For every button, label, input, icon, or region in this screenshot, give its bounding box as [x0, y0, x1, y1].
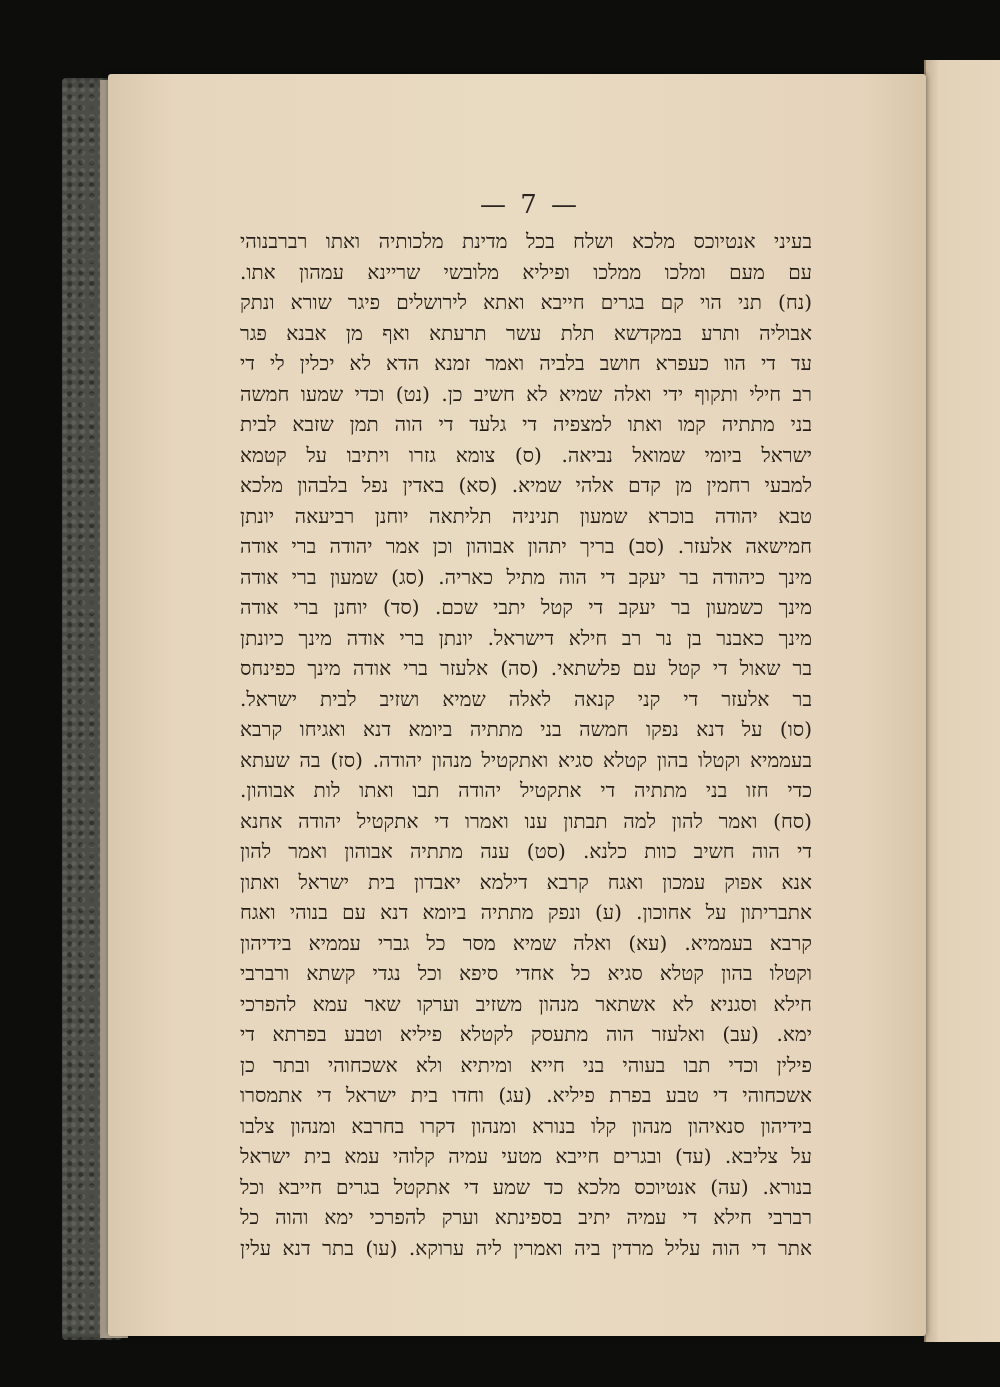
text-line: חילא וסגניא לא אשתאר מנהון משזיב וערקו שאר עמא להפרכי	[240, 991, 812, 1016]
text-line: וקטלו בהון קטלא סגיא כל אחדי סיפא וכל נגדי קשתא ורברבי	[240, 961, 812, 985]
facing-page	[924, 60, 1000, 1342]
text-line: (סח) ואמר להון למה תבתון ענו ואמרו די אתקטיל יהודה אחנא	[240, 808, 812, 833]
text-line: בעממיא וקטלו בהון קטלא סגיא ואתקטיל מנהון יהודה. (סז) בה שעתא	[240, 747, 812, 772]
text-line: טבא יהודה בוכרא שמעון תניניה תליתאה יוחנן רביעאה יונתן	[240, 503, 812, 528]
page-text	[240, 226, 812, 1263]
text-line: למבעי רחמין מן קדם אלהי שמיא. (סא) באדין נפל בלבהון מלכא	[240, 473, 812, 497]
text-line: מינך כיהודה בר יעקב די הוה מתיל כאריה. (סג) שמעון ברי אודה	[240, 564, 812, 589]
text-line: אנא אפוק עמכון ואגח קרבא דילמא יאבדון בית ישראל ואתון	[240, 869, 812, 894]
page-number: — 7 —	[479, 190, 581, 220]
text-line: עם מעם ומלכו ממלכו ופיליא מלובשי שריינא עמהון אתו.	[240, 259, 812, 284]
text-line: פילין וכדי תבו בעוהי בני חייא ומיתיא ולא אשכחוהי ובתר כן	[240, 1052, 812, 1077]
text-line: בנורא. (עה) אנטיוכס מלכא כד שמע די אתקטל בגרים חייבא וכל	[240, 1174, 812, 1199]
text-line: ישראל ביומי שמואל נביאה. (ס) צומא גזרו ויתיבו על קטמא	[240, 442, 812, 467]
text-line: חמישאה אלעזר. (סב) בריך יתהון אבוהון וכן אמר יהודה ברי אודה	[240, 534, 812, 558]
text-line: בר אלעזר די קני קנאה לאלה שמיא ושזיב לבית ישראל.	[240, 686, 812, 711]
text-line: אתר די הוה עליל מרדין ביה ואמרין ליה ערוקא. (עו) בתר דנא עלין	[240, 1235, 812, 1260]
text-line: (סו) על דנא נפקו חמשה בני מתתיה ביומא דנא ואגיחו קרבא	[240, 717, 812, 741]
text-line: אבוליה ותרע במקדשא תלת עשר תרעתא ואף מן אבנא פגר	[240, 320, 812, 345]
text-line: עד די הוו כעפרא חושב בלביה ואמר זמנא הדא לא יכלין לי די	[240, 351, 812, 375]
text-line: מינך כשמעון בר יעקב די קטל יתבי שכם. (סד) יוחנן ברי אודה	[240, 595, 812, 619]
text-line: קרבא בעממיא. (עא) ואלה שמיא מסר כל גברי עממיא בידיהון	[240, 930, 812, 955]
text-line: ימא. (עב) ואלעזר הוה מתעסק לקטלא פיליא וטבע בפרתא די	[240, 1022, 812, 1046]
text-line: מינך כאבנר בן נר רב חילא דישראל. יונתן ברי אודה מינך כיונתן	[240, 625, 812, 650]
text-line: בני מתתיה קמו ואתו למצפיה די גלעד די הוה תמן שזבא לבית	[240, 412, 812, 436]
text-line: אתבריתון על אחוכון. (ע) ונפק מתתיה ביומא דנא עם בנוהי ואגח	[240, 900, 812, 924]
text-line: רב חילי ותקוף ידי ואלה שמיא לא חשיב כן. (נט) וכדי שמעו חמשה	[240, 381, 812, 406]
text-line: (נח) תני הוי קם בגרים חייבא ואתא לירושלים פיגר שורא ונתק	[240, 290, 812, 314]
text-line: בעיני אנטיוכס מלכא ושלח בכל מדינת מלכותיה ואתו רברבנוהי	[240, 229, 812, 253]
text-line: רברבי חילא די עמיה יתיב בספינתא וערק להפרכי ימא והוה כל	[240, 1205, 812, 1229]
text-line: אשכחוהי די טבע בפרת פיליא. (עג) וחדו בית ישראל די אתמסרו	[240, 1083, 812, 1107]
text-line: כדי חזו בני מתתיה די אתקטיל יהודה תבו ואתו לות אבוהון.	[240, 778, 812, 802]
text-line: די הוה חשיב כוות כלנא. (סט) ענה מתתיה אבוהון ואמר להון	[240, 839, 812, 863]
text-line: על צליבא. (עד) ובגרים חייבא מטעי עמיה קלוהי עמא בית ישראל	[240, 1144, 812, 1168]
text-line: בר שאול די קטל עם פלשתאי. (סה) אלעזר ברי אודה מינך כפינחס	[240, 656, 812, 680]
text-line: בידיהון סנאיהון מנהון קלו בנורא ומנהון דקרו בחרבא ומנהון צלבו	[240, 1113, 812, 1138]
